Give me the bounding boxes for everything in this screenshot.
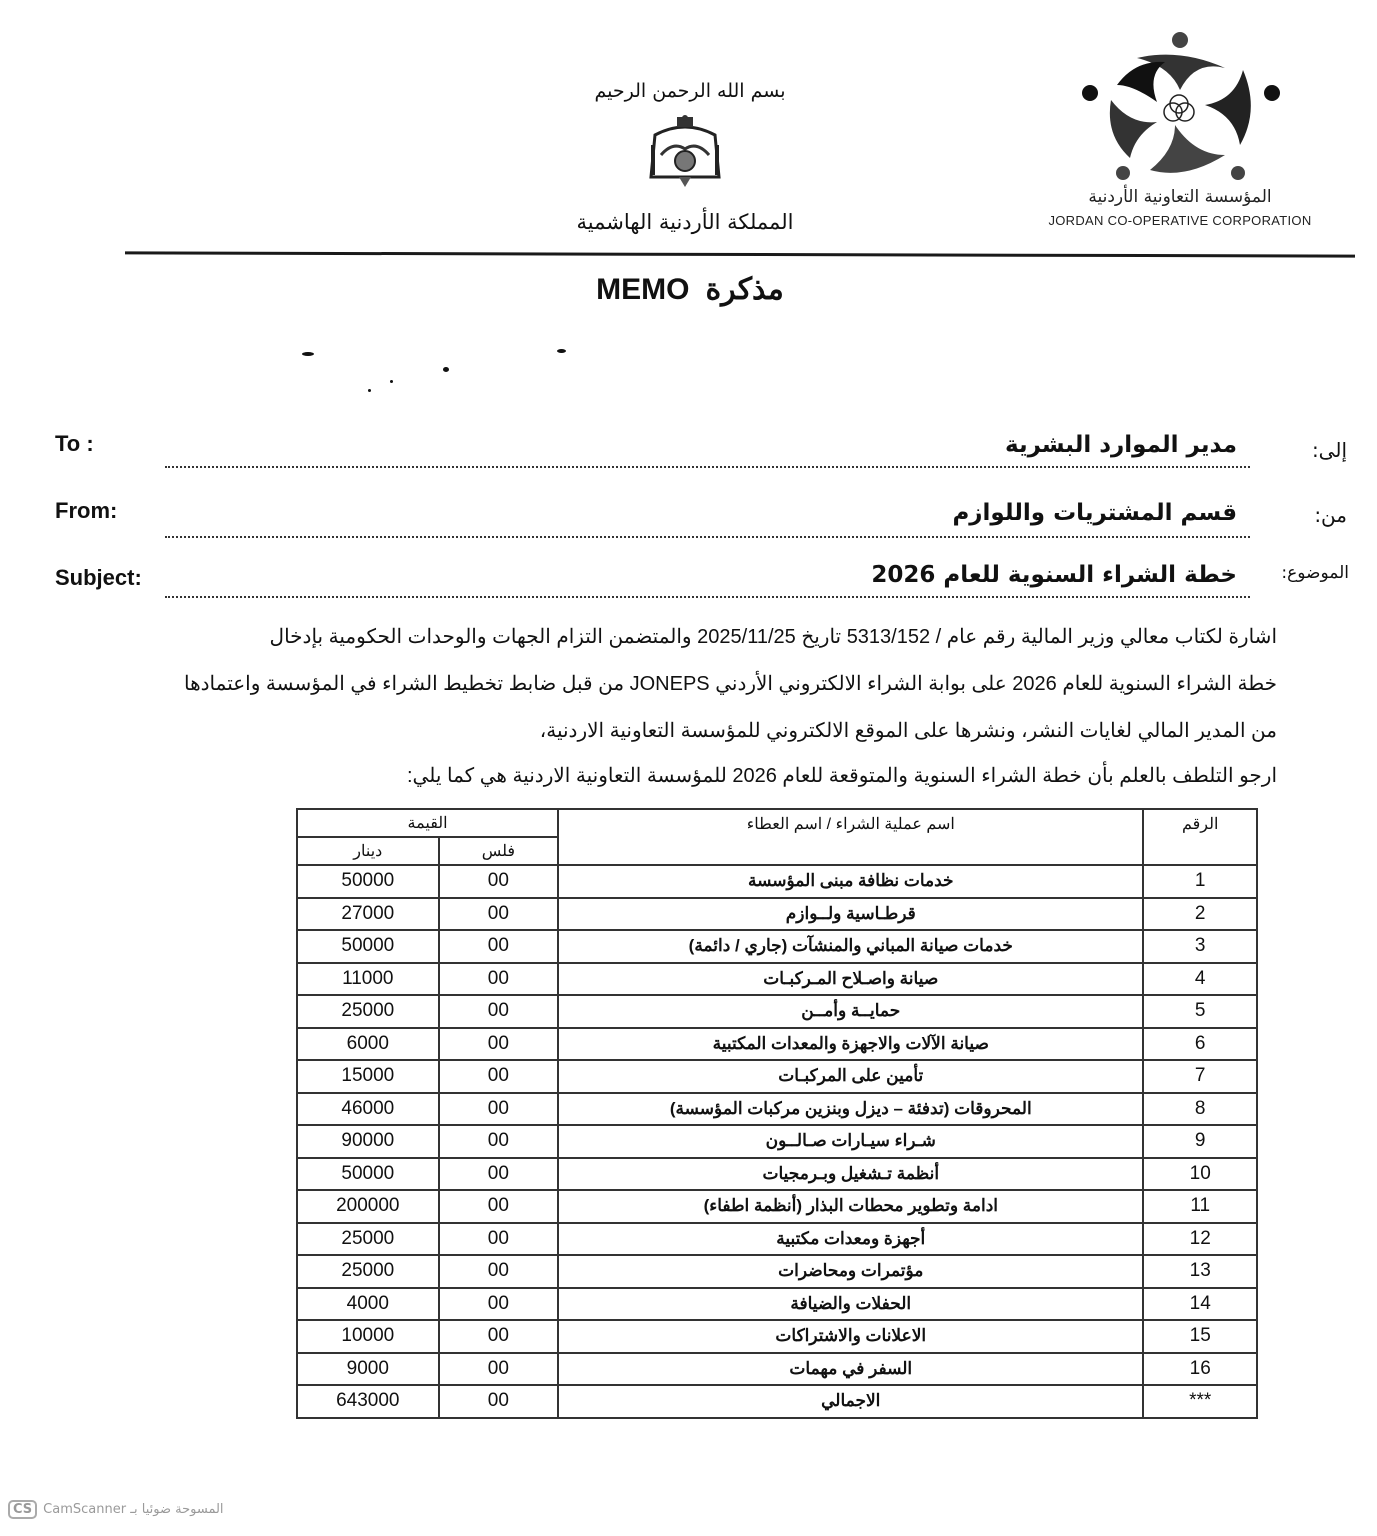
cell-fils: 00 bbox=[439, 1223, 559, 1256]
memo-title bbox=[560, 272, 820, 307]
cell-name: حمايــة وأمــن bbox=[558, 995, 1143, 1028]
cell-number: 1 bbox=[1143, 865, 1257, 898]
cell-fils: 00 bbox=[439, 1385, 559, 1418]
to-label-arabic: إلى: bbox=[1311, 438, 1347, 462]
organization-name-english: JORDAN CO-OPERATIVE CORPORATION bbox=[1048, 213, 1312, 228]
cell-name: صيانة واصـلاح المـركبـات bbox=[558, 963, 1143, 996]
table-row bbox=[297, 1288, 1257, 1321]
table-row bbox=[297, 1060, 1257, 1093]
body-line-3: من المدير المالي لغايات النشر، ونشرها على الموقع الالكتروني للمؤسسة التعاونية الاردنية، bbox=[539, 720, 1277, 742]
cell-dinar: 50000 bbox=[297, 1158, 439, 1191]
to-dotted-line bbox=[165, 466, 1250, 468]
cell-fils: 00 bbox=[439, 1060, 559, 1093]
from-dotted-line bbox=[165, 536, 1250, 538]
cell-name: قرطـاسية ولــوازم bbox=[558, 898, 1143, 931]
cell-fils: 00 bbox=[439, 1190, 559, 1223]
cell-fils: 00 bbox=[439, 1158, 559, 1191]
cell-number: 10 bbox=[1143, 1158, 1257, 1191]
table-row bbox=[297, 930, 1257, 963]
header-number: الرقم bbox=[1143, 809, 1257, 865]
from-value: قسم المشتريات واللوازم bbox=[952, 500, 1237, 526]
cell-number: 12 bbox=[1143, 1223, 1257, 1256]
cell-fils: 00 bbox=[439, 995, 559, 1028]
cell-dinar: 50000 bbox=[297, 930, 439, 963]
camscanner-text: CamScanner المسوحة ضوئيا بـ bbox=[43, 1502, 224, 1517]
cell-dinar: 9000 bbox=[297, 1353, 439, 1386]
table-row bbox=[297, 1320, 1257, 1353]
cell-dinar: 4000 bbox=[297, 1288, 439, 1321]
cell-number: 4 bbox=[1143, 963, 1257, 996]
cell-fils: 00 bbox=[439, 898, 559, 931]
cell-number: 9 bbox=[1143, 1125, 1257, 1158]
cell-dinar: 46000 bbox=[297, 1093, 439, 1126]
cell-fils: 00 bbox=[439, 1288, 559, 1321]
cell-name: خدمات صيانة المباني والمنشآت (جاري / دائمة) bbox=[558, 930, 1143, 963]
jcc-logo-icon bbox=[1075, 30, 1290, 185]
cell-number: 11 bbox=[1143, 1190, 1257, 1223]
cell-dinar: 50000 bbox=[297, 865, 439, 898]
cell-dinar: 25000 bbox=[297, 995, 439, 1028]
procurement-plan-table bbox=[296, 808, 1258, 1419]
scan-speck bbox=[302, 352, 314, 356]
cell-name: المحروقات (تدفئة – ديزل وبنزين مركبات المؤسسة) bbox=[558, 1093, 1143, 1126]
table-row bbox=[297, 1093, 1257, 1126]
cell-fils: 00 bbox=[439, 930, 559, 963]
table-row bbox=[297, 995, 1257, 1028]
cell-name: الحفلات والضيافة bbox=[558, 1288, 1143, 1321]
cell-fils: 00 bbox=[439, 1028, 559, 1061]
bismillah-text: بسم الله الرحمن الرحيم bbox=[594, 80, 786, 102]
cell-fils: 00 bbox=[439, 963, 559, 996]
to-value: مدير الموارد البشرية bbox=[1005, 432, 1237, 458]
cell-name: أجهزة ومعدات مكتبية bbox=[558, 1223, 1143, 1256]
table-header-row bbox=[297, 809, 1257, 837]
organization-name-arabic: المؤسسة التعاونية الأردنية bbox=[1088, 187, 1272, 207]
cell-name: شـراء سيـارات صـالــون bbox=[558, 1125, 1143, 1158]
cell-dinar: 6000 bbox=[297, 1028, 439, 1061]
cell-dinar: 15000 bbox=[297, 1060, 439, 1093]
cell-fils: 00 bbox=[439, 1353, 559, 1386]
cell-number: 8 bbox=[1143, 1093, 1257, 1126]
memo-title-arabic: مذكرة bbox=[705, 273, 784, 306]
from-label-arabic: من: bbox=[1314, 503, 1347, 527]
subject-value: خطة الشراء السنوية للعام 2026 bbox=[871, 562, 1237, 588]
header-fils: فلس bbox=[439, 837, 559, 865]
cell-dinar: 200000 bbox=[297, 1190, 439, 1223]
header-divider bbox=[125, 251, 1355, 257]
cell-number: 16 bbox=[1143, 1353, 1257, 1386]
subject-dotted-line bbox=[165, 596, 1250, 598]
header-dinar: دينار bbox=[297, 837, 439, 865]
table-row bbox=[297, 1158, 1257, 1191]
table-total-row bbox=[297, 1385, 1257, 1418]
cell-fils: 00 bbox=[439, 1255, 559, 1288]
cell-dinar: 27000 bbox=[297, 898, 439, 931]
subject-label-arabic: الموضوع: bbox=[1281, 563, 1349, 583]
cell-name: السفر في مهمات bbox=[558, 1353, 1143, 1386]
table-row bbox=[297, 1353, 1257, 1386]
camscanner-watermark bbox=[8, 1500, 224, 1519]
cell-number: 14 bbox=[1143, 1288, 1257, 1321]
body-line-1: اشارة لكتاب معالي وزير المالية رقم عام / 5313/152 تاريخ 2025/11/25 والمتضمن التزام الجهات والوحدات الحكومية بإدخال bbox=[269, 626, 1277, 648]
table-row bbox=[297, 865, 1257, 898]
body-line-4: ارجو التلطف بالعلم بأن خطة الشراء السنوية والمتوقعة للعام 2026 للمؤسسة التعاونية الاردنية هي كما يلي: bbox=[407, 765, 1277, 787]
cell-number: 2 bbox=[1143, 898, 1257, 931]
cell-number: 13 bbox=[1143, 1255, 1257, 1288]
cell-name: ادامة وتطوير محطات البذار (أنظمة اطفاء) bbox=[558, 1190, 1143, 1223]
body-line-2: خطة الشراء السنوية للعام 2026 على بوابة الشراء الالكتروني الأردني JONEPS من قبل ضابط تخطيط الشراء في المؤسسة واعتمادها bbox=[183, 673, 1277, 695]
table-row bbox=[297, 898, 1257, 931]
to-label-english: To : bbox=[55, 431, 94, 456]
cell-fils: 00 bbox=[439, 1320, 559, 1353]
cell-number: 5 bbox=[1143, 995, 1257, 1028]
table-row bbox=[297, 1255, 1257, 1288]
cell-name: الاجمالي bbox=[558, 1385, 1143, 1418]
cell-name: تأمين على المركبـات bbox=[558, 1060, 1143, 1093]
jordan-coat-of-arms-icon bbox=[635, 115, 735, 195]
cell-name: مؤتمرات ومحاضرات bbox=[558, 1255, 1143, 1288]
table-row bbox=[297, 963, 1257, 996]
cell-number: 6 bbox=[1143, 1028, 1257, 1061]
scan-speck bbox=[557, 349, 566, 353]
cell-dinar: 25000 bbox=[297, 1255, 439, 1288]
kingdom-name-calligraphy: المملكة الأردنية الهاشمية bbox=[576, 210, 794, 234]
scan-speck bbox=[368, 389, 371, 392]
table-row bbox=[297, 1028, 1257, 1061]
cell-dinar: 25000 bbox=[297, 1223, 439, 1256]
camscanner-logo-icon: CS bbox=[8, 1500, 37, 1519]
cell-fils: 00 bbox=[439, 1093, 559, 1126]
table-row bbox=[297, 1125, 1257, 1158]
table-row bbox=[297, 1223, 1257, 1256]
cell-dinar: 643000 bbox=[297, 1385, 439, 1418]
cell-name: صيانة الآلات والاجهزة والمعدات المكتبية bbox=[558, 1028, 1143, 1061]
subject-label-english: Subject: bbox=[55, 565, 142, 590]
cell-number: 7 bbox=[1143, 1060, 1257, 1093]
header-value: القيمة bbox=[297, 809, 558, 837]
memo-title-english: MEMO bbox=[596, 273, 690, 306]
table-row bbox=[297, 1190, 1257, 1223]
scan-speck bbox=[390, 380, 393, 383]
cell-number: 3 bbox=[1143, 930, 1257, 963]
cell-name: خدمات نظافة مبنى المؤسسة bbox=[558, 865, 1143, 898]
from-label-english: From: bbox=[55, 498, 118, 523]
cell-number: *** bbox=[1143, 1385, 1257, 1418]
header-name: اسم عملية الشراء / اسم العطاء bbox=[558, 809, 1143, 865]
cell-number: 15 bbox=[1143, 1320, 1257, 1353]
cell-dinar: 11000 bbox=[297, 963, 439, 996]
cell-fils: 00 bbox=[439, 1125, 559, 1158]
cell-dinar: 10000 bbox=[297, 1320, 439, 1353]
cell-fils: 00 bbox=[439, 865, 559, 898]
cell-name: أنظمة تـشغيل وبـرمجيات bbox=[558, 1158, 1143, 1191]
scan-speck bbox=[443, 367, 449, 372]
cell-dinar: 90000 bbox=[297, 1125, 439, 1158]
cell-name: الاعلانات والاشتراكات bbox=[558, 1320, 1143, 1353]
